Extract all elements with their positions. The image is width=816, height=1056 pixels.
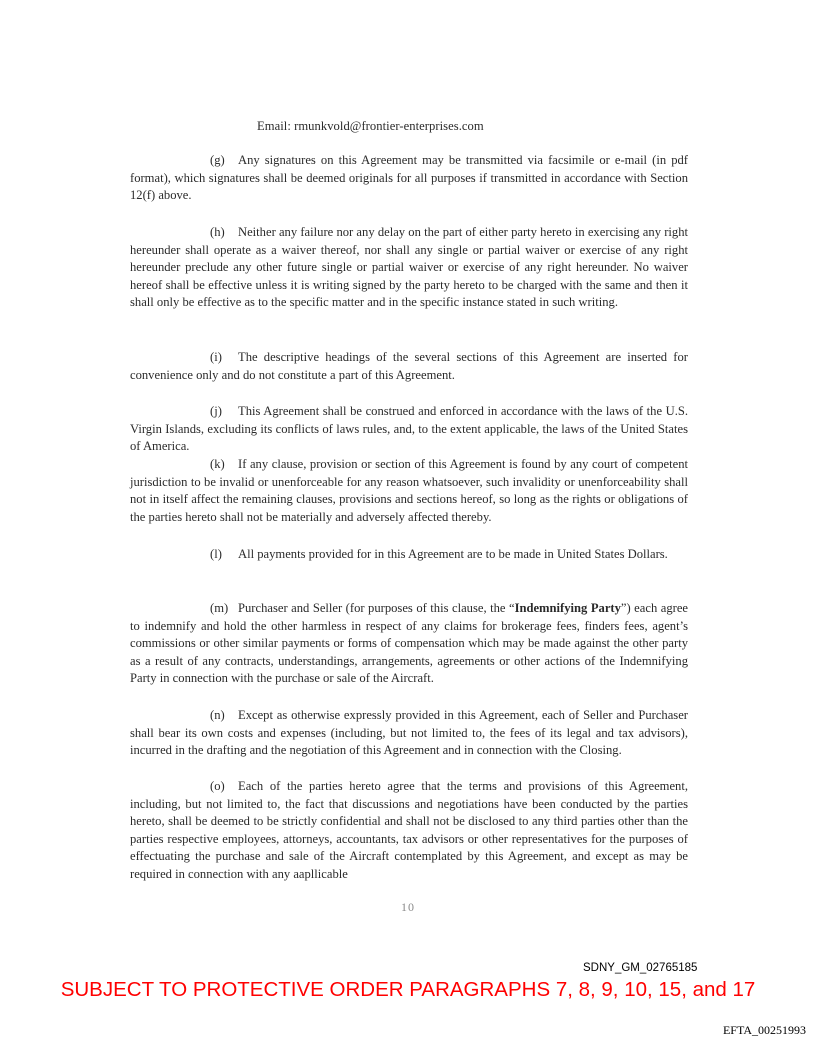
section-text: Except as otherwise expressly provided in this Agreement, each of Seller and Purchaser shall bear its own costs and expenses (including, but not limited to, the fees of its legal and tax advisors), incurred in the drafting and the negotiation of this Agreement and in connection with the Closing. — [130, 708, 688, 758]
section-marker: (m) — [210, 601, 229, 615]
efta-number: EFTA_00251993 — [722, 1023, 806, 1037]
section-text-after: ”) each agree to indemnify and hold the other harmless in respect of any claims for brokerage fees, finders fees, agent’s commissions or other similar payments or forms of compensation which may be made against the other party as a result of any contracts, understandings, arrangements, agreements or other actions of the Indemnifying Party in connection with the purchase or sale of the Aircraft. — [130, 601, 688, 686]
section-l — [130, 546, 688, 564]
section-text: This Agreement shall be construed and enforced in accordance with the laws of the U.S. Virgin Islands, excluding its conflicts of laws rules, and, to the extent applicable, the laws of the United States of America. — [130, 404, 688, 454]
section-text: Neither any failure nor any delay on the part of either party hereto in exercising any right hereunder shall operate as a waiver thereof, nor shall any single or partial waiver or exercise of any right hereunder preclude any other future single or partial waiver or exercise of any right hereunder. No waiver hereof shall be effective unless it is writing signed by the party hereto to be charged with the same and then it shall only be effective as to the specific matter and in the specific instance stated in such writing. — [130, 225, 688, 310]
section-k — [130, 456, 688, 526]
section-m — [130, 600, 688, 688]
section-text: Any signatures on this Agreement may be transmitted via facsimile or e-mail (in pdf format), which signatures shall be deemed originals for all purposes if transmitted in accordance with Section 12(f) above. — [130, 153, 688, 203]
section-marker: (i) — [210, 350, 222, 364]
protective-order-banner: SUBJECT TO PROTECTIVE ORDER PARAGRAPHS 7, 8, 9, 10, 15, and 17 — [60, 978, 756, 1001]
section-j — [130, 403, 688, 456]
defined-term: Indemnifying Party — [514, 601, 621, 615]
section-g — [130, 152, 688, 205]
section-text: Each of the parties hereto agree that the terms and provisions of this Agreement, including, but not limited to, the fact that discussions and negotiations have been conducted by the parties hereto, shall be deemed to be strictly confidential and shall not be disclosed to any third parties other than the parties respective employees, attorneys, accountants, tax advisors or other representatives for the purposes of effectuating the purchase and sale of the Aircraft contemplated by this Agreement, and except as may be required in connection with any aapllicable — [130, 779, 688, 881]
page-number: 10 — [401, 900, 415, 914]
section-text: If any clause, provision or section of this Agreement is found by any court of competent jurisdiction to be invalid or unenforceable for any reason whatsoever, such invalidity or unenforceability shall not in itself affect the remaining clauses, provisions and sections hereof, so long as the rights or obligations of the parties hereto shall not be materially and adversely affected thereby. — [130, 457, 688, 524]
section-o — [130, 778, 688, 884]
section-text-before: Purchaser and Seller (for purposes of this clause, the “ — [238, 601, 515, 615]
section-text: The descriptive headings of the several sections of this Agreement are inserted for convenience only and do not constitute a part of this Agreement. — [130, 350, 688, 382]
email-line: Email: rmunkvold@frontier-enterprises.com — [257, 119, 484, 133]
section-marker: (h) — [210, 225, 225, 239]
section-marker: (k) — [210, 457, 225, 471]
section-marker: (g) — [210, 153, 225, 167]
section-marker: (o) — [210, 779, 225, 793]
section-h — [130, 224, 688, 312]
section-i — [130, 349, 688, 384]
section-marker: (n) — [210, 708, 225, 722]
section-marker: (j) — [210, 404, 222, 418]
bates-number: SDNY_GM_02765185 — [583, 962, 698, 974]
section-n — [130, 707, 688, 760]
section-text: All payments provided for in this Agreement are to be made in United States Dollars. — [238, 547, 668, 561]
section-marker: (l) — [210, 547, 222, 561]
